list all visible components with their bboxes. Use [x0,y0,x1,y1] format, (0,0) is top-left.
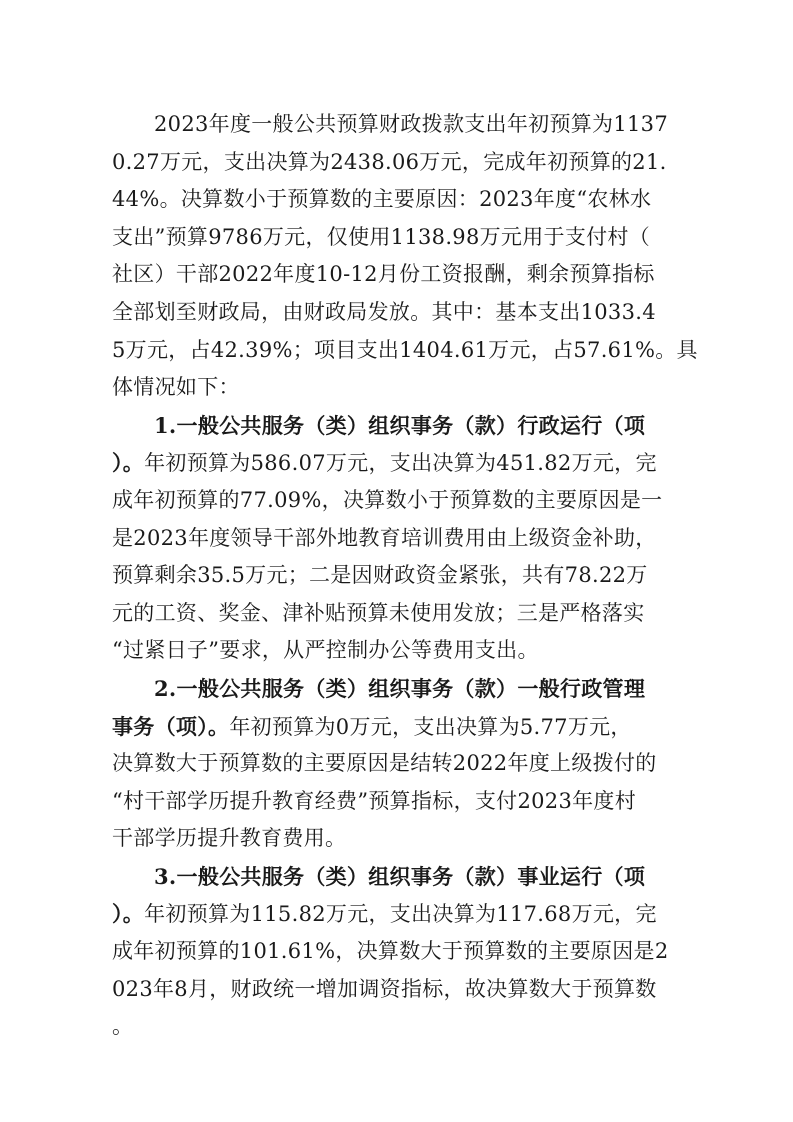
text-line [112,632,682,670]
line-text: 0.27万元，支出决算为2438.06万元，完成年初预算的21. [112,149,667,174]
line-text: 年初预算为0万元，支出决算为5.77万元， [229,714,632,739]
line-text: 44%。决算数小于预算数的主要原因：2023年度“农林水 [112,187,652,212]
text-line [112,783,682,821]
line-text: 成年初预算的77.09%，决算数小于预算数的主要原因是一 [112,487,663,512]
text-line [112,933,682,971]
text-line [112,745,682,783]
text-line [112,144,682,182]
text-line [112,520,682,558]
line-text: 元的工资、奖金、津补贴预算未使用发放；三是严格落实 [112,600,645,625]
line-text: 决算数大于预算数的主要原因是结转2022年度上级拨付的 [112,751,657,776]
text-line [112,294,682,332]
line-text: 体情况如下： [112,375,240,400]
text-line [112,670,682,708]
text-line [112,820,682,858]
line-text: 支出”预算9786万元，仅使用1138.98万元用于支付村（ [112,224,651,249]
text-line [112,256,682,294]
text-line [112,482,682,520]
line-text: 。 [112,1014,134,1039]
line-text: 干部学历提升教育费用。 [112,826,347,851]
line-text: 年初预算为586.07万元，支出决算为451.82万元，完 [144,451,657,476]
line-text: 2023年度一般公共预算财政拨款支出年初预算为1137 [154,112,668,136]
line-text: 年初预算为115.82万元，支出决算为117.68万元，完 [144,902,657,927]
body-text [112,106,698,1046]
line-text: 成年初预算的101.61%，决算数大于预算数的主要原因是2 [112,939,669,964]
bold-heading-text: ）。 [112,450,145,476]
line-text: 5万元，占42.39%；项目支出1404.61万元，占57.61%。具 [112,337,698,362]
bold-heading-text: 1.一般公共服务（类）组织事务（款）行政运行（项 [154,412,646,438]
bold-heading-text: ）。 [112,901,145,927]
text-line [112,181,682,219]
line-text: 社区）干部2022年度10-12月份工资报酬，剩余预算指标 [112,262,655,287]
text-line [112,595,682,633]
text-line [112,895,682,933]
text-line [112,858,682,896]
line-text: “过紧日子”要求，从严控制办公等费用支出。 [112,638,539,663]
text-line [112,708,682,746]
text-line [112,219,682,257]
line-text: 全部划至财政局，由财政局发放。其中：基本支出1033.4 [112,299,656,324]
text-line [112,444,682,482]
bold-heading-text: 2.一般公共服务（类）组织事务（款）一般行政管理 [154,675,646,701]
line-text: “村干部学历提升教育经费”预算指标，支付2023年度村 [112,788,637,813]
text-line [112,557,682,595]
line-text: 预算剩余35.5万元；二是因财政资金紧张，共有78.22万 [112,563,648,588]
text-line [112,369,682,407]
text-line [112,407,682,445]
line-text: 是2023年度领导干部外地教育培训费用由上级资金补助， [112,525,657,550]
text-line [112,106,682,144]
text-line [112,1008,682,1046]
line-text: 023年8月，财政统一增加调资指标，故决算数大于预算数 [112,976,657,1001]
bold-heading-text: 3.一般公共服务（类）组织事务（款）事业运行（项 [154,863,646,889]
bold-heading-text: 事务（项）。 [112,713,230,739]
text-line [112,332,698,370]
text-line [112,971,682,1009]
